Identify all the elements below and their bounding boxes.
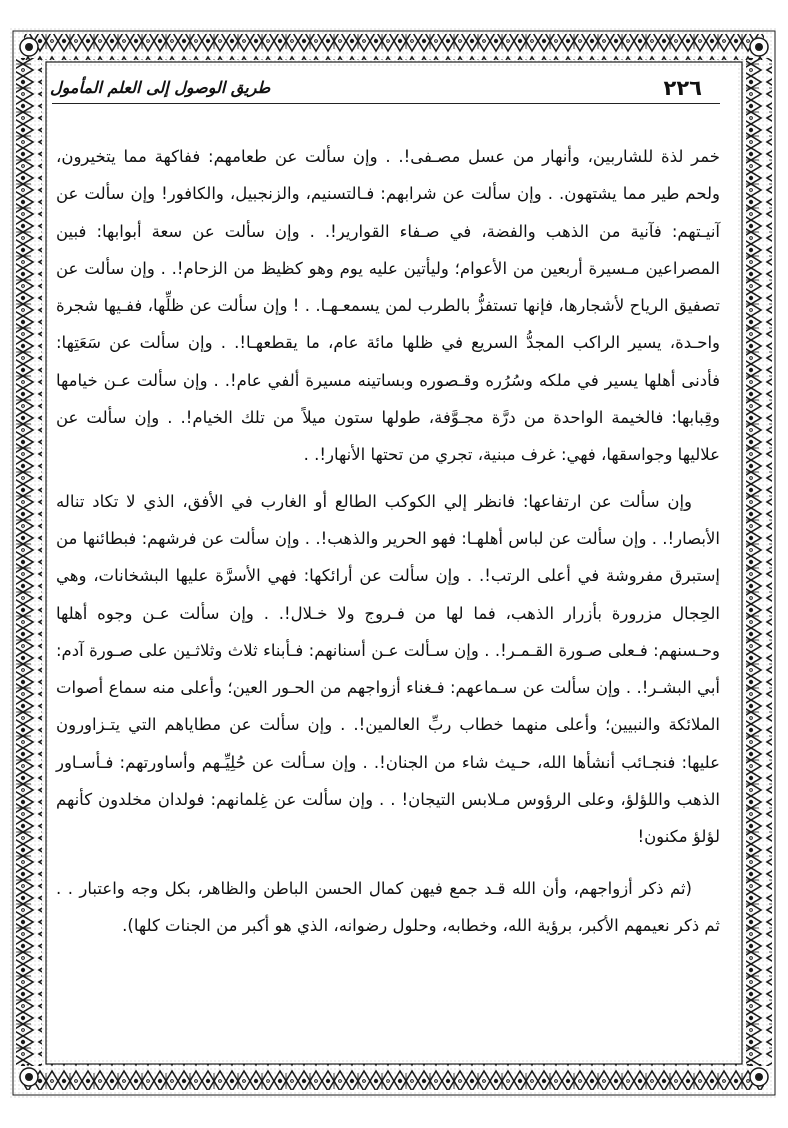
running-title: طريق الوصول إلى العلم المأمول <box>50 78 271 97</box>
header-rule <box>52 103 720 104</box>
paragraph-spacer <box>56 856 720 870</box>
paragraph-2: وإن سألت عن ارتفاعها: فانظر إلي الكوكب الطالع أو الغارب في الأفق، الذي لا تكاد تناله الأبصار!. . وإن سألت عن لباس أهلهـا: فهو الحرير والذهب!. . وإن سألت عن فرشهم: فبطائنها من إستبرق مفروشة في أعلى الرتب!. . وإن سألت عن أرائكها: فهي الأسرَّة عليها البشخانات، وهي الحِجال مزرورة بأزرار الذهب، فما لها من فـروج ولا خـلال!. . وإن سألت عـن وجوه أهلها وحـسنهم: فـعلى صـورة القـمـر!. . وإن سـألت عـن أسنانهم: فـأبناء ثلاث وثلاثـين على صـورة آدم: أبي البشـر!. . وإن سألت عن سـماعهم: فـغناء أزواجهم من الحـور العين؛ وأعلى منه سماع أصوات الملائكة والنبيين؛ وأعلى منهما خطاب ربِّ العالمين!. . وإن سألت عن مطاياهم التي يتـزاورون عليها: فنجـائب أنشأها الله، حـيث شاء من الجنان!. . وإن سـألت عن حُلِيِّـهم وأساورتهم: فـأسـاور الذهب واللؤلؤ، وعلى الرؤوس مـلابس التيجان! . . وإن سألت عن غِلمانهم: فولدان مخلدون كأنهم لؤلؤ مكنون! <box>56 491 720 847</box>
page-body <box>56 138 720 944</box>
page-number: ٢٢٦ <box>663 76 702 100</box>
paragraph-3: (ثم ذكر أزواجهم، وأن الله قـد جمع فيهن كمال الحسن الباطن والظاهر، بكل وجه واعتبار . . ثم ذكر نعيمهم الأكبر، برؤية الله، وخطابه، وحلول رضوانه، الذي هو أكبر من الجنات كلها). <box>56 878 720 935</box>
paragraph-1: خمر لذة للشاربين، وأنهار من عسل مصـفى!. . وإن سألت عن طعامهم: ففاكهة مما يتخيرون، ولحم طير مما يشتهون. . وإن سألت عن شرابهم: فـالتسنيم، والزنجبيل، والكافور! وإن سألت عن آنيـتهم: فآنية من الذهب والفضة، في صـفاء القوارير!. . وإن سألت عن سعة أبوابها: فبين المصراعين مـسيرة أربعين من الأعوام؛ وليأتين عليه يوم وهو كظيظ من الزحام!. . وإن سألت عن تصفيق الرياح لأشجارها، فإنها تستفزُّ بالطرب لمن يسمعـهـا. . ! وإن سألت عن ظلِّها، ففـيها شجرة واحـدة، يسير الراكب المجدُّ السريع في ظلها مائة عام، ما يقطعهـا!. . وإن سألت عن سَعَتِها: فأدنى أهلها يسير في ملكه وسُرُره وقـصوره وبساتينه مسيرة ألفي عام!. . وإن سألت عـن خيامها وقِبابها: فالخيمة الواحدة من درَّة مجـوَّفة، طولها ستون ميلاً من تلك الخيام!. . وإن سألت عن علاليها وجواسقها، فهي: غرف مبنية، تجري من تحتها الأنهار!. . <box>56 147 720 465</box>
page-header <box>50 74 720 104</box>
paragraph-spacer <box>56 474 720 483</box>
